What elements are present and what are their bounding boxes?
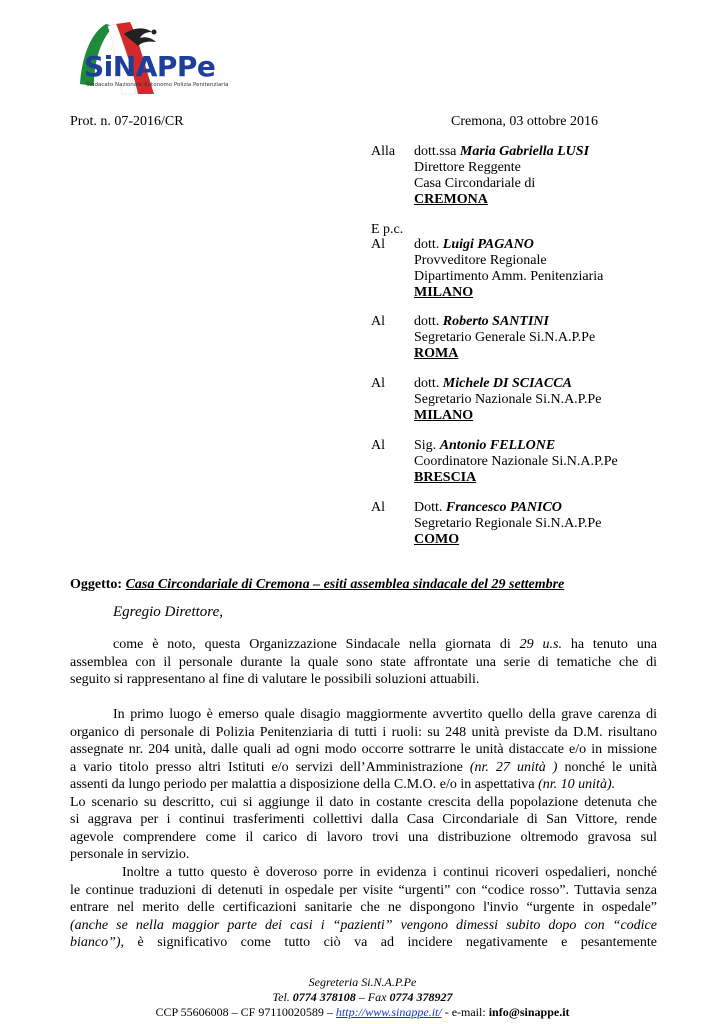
cc-label: E p.c. <box>371 222 404 237</box>
cc-name-line: dott. Michele DI SCIACCA <box>414 376 572 391</box>
paragraph-1 <box>70 636 657 689</box>
cc-name: Francesco PANICO <box>445 500 562 515</box>
cc-prefix: Al <box>371 314 385 329</box>
footer-office: Segreteria Si.N.A.P.Pe <box>308 975 417 989</box>
recipient-prefix: Alla <box>371 144 396 159</box>
cc-prefix: Al <box>371 500 385 515</box>
subject-line <box>70 577 564 593</box>
paragraph-line: Lo scenario su descritto, cui si aggiunge il dato in costante crescita della popolazione detenuta che <box>70 794 657 810</box>
cc-name-line: dott. Roberto SANTINI <box>414 314 549 329</box>
paragraph-3 <box>70 864 657 952</box>
website-link[interactable]: http://www.sinappe.it/ <box>335 1005 442 1019</box>
cc-office: Dipartimento Amm. Penitenziaria <box>414 269 604 284</box>
recipient-office: Casa Circondariale di <box>414 176 536 191</box>
footer-phone: Tel. 0774 378108 – Fax 0774 378927 <box>272 990 453 1004</box>
cc-role: Segretario Nazionale Si.N.A.P.Pe <box>414 392 602 407</box>
cc-name: Antonio FELLONE <box>439 438 556 453</box>
cc-name: Roberto SANTINI <box>442 314 549 329</box>
logo-tagline: Sindacato Nazionale Autonomo Polizia Penitenziaria <box>86 82 229 88</box>
paragraph-line: assemblea con il personale durante la quale sono state affrontate una serie di tematiche che di <box>70 654 657 670</box>
recipient-city: CREMONA <box>414 192 488 207</box>
cc-name: Michele DI SCIACCA <box>442 376 572 391</box>
cc-name-line: Sig. Antonio FELLONE <box>414 438 556 453</box>
salutation: Egregio Direttore, <box>113 604 223 620</box>
paragraph-line: In primo luogo è emerso quale disagio maggiormente avvertito quello della grave carenza di <box>113 707 657 722</box>
paragraph-line: Inoltre a tutto questo è doveroso porre in evidenza i continui ricoveri ospedalieri, nonché <box>122 865 657 880</box>
recipient-role: Direttore Reggente <box>414 160 521 175</box>
recipient-name-line: dott.ssa Maria Gabriella LUSI <box>414 144 590 159</box>
subject-text: Casa Circondariale di Cremona – esiti assemblea sindacale del 29 settembre <box>125 577 565 592</box>
cc-prefix: Al <box>371 237 385 252</box>
email-address[interactable]: info@sinappe.it <box>488 1005 570 1019</box>
paragraph-line: personale in servizio. <box>70 847 190 862</box>
cc-name: Luigi PAGANO <box>442 237 534 252</box>
footer-contacts: CCP 55606008 – CF 97110020589 – http://www.sinappe.it/ - e-mail: info@sinappe.it <box>155 1005 570 1019</box>
cc-city: COMO <box>414 532 460 547</box>
cc-role: Coordinatore Nazionale Si.N.A.P.Pe <box>414 454 618 469</box>
paragraph-line: seguito si rappresentano al fine di valutare le possibili soluzioni attuabili. <box>70 672 480 687</box>
paragraph-line: le continue traduzioni di detenuti in ospedale per visite “urgenti” con “codice rosso”. Tuttavia senza <box>70 882 657 898</box>
footer-tel: 0774 378108 <box>292 990 356 1004</box>
paragraph-line: organico di personale di Polizia Penitenziaria di tutti i ruoli: su 248 unità previste da D.M. risultano <box>70 724 657 740</box>
cc-role: Segretario Generale Si.N.A.P.Pe <box>414 330 596 345</box>
cc-name-line: Dott. Francesco PANICO <box>414 500 562 515</box>
cc-city: BRESCIA <box>414 470 477 485</box>
paragraph-line: si aggrava per i continui trasferimenti collettivi dalla Casa Circondariale di San Vittore, rende <box>70 812 657 827</box>
paragraph-line: entrare nel merito delle certificazioni sanitarie che ne dispongono l'invio “urgente in ospedale” <box>70 900 657 915</box>
recipient-name: Maria Gabriella LUSI <box>459 144 590 159</box>
logo-wordmark: SiNAPPe <box>84 50 216 83</box>
sinappe-logo <box>72 14 242 100</box>
paragraph-line: assenti da lungo periodo per malattia a disposizione della C.M.O. e/o in aspettativa (nr. 10 unità). <box>70 777 616 792</box>
cc-city: MILANO <box>414 408 474 423</box>
cc-city: ROMA <box>414 346 459 361</box>
paragraph-line: (anche se nella maggior parte dei casi i “pazienti” vengono dimessi subito dopo con “codice <box>70 917 657 933</box>
cc-role: Segretario Regionale Si.N.A.P.Pe <box>414 516 602 531</box>
cc-prefix: Al <box>371 376 385 391</box>
paragraph-2 <box>70 706 657 864</box>
cc-city: MILANO <box>414 285 474 300</box>
cc-prefix: Al <box>371 438 385 453</box>
paragraph-line: a vario titolo presso altri Istituti e/o servizi dell’Amministrazione (nr. 27 unità ) nonché le unità <box>70 759 657 775</box>
footer-fax: 0774 378927 <box>389 990 453 1004</box>
paragraph-line: assegnate nr. 204 unità, dalle quali ad ogni modo occorre sottrarre le unità distaccate e/o in missione <box>70 742 657 757</box>
cc-name-line: dott. Luigi PAGANO <box>414 237 534 252</box>
place-date: Cremona, 03 ottobre 2016 <box>451 114 598 129</box>
paragraph-line: come è noto, questa Organizzazione Sindacale nella giornata di 29 u.s. ha tenuto una <box>113 637 657 652</box>
subject-label: Oggetto: <box>70 577 126 592</box>
protocol-number: Prot. n. 07-2016/CR <box>70 114 184 129</box>
paragraph-line: agevole comprendere come il carico di lavoro trovi una distribuzione oltremodo gravosa sul <box>70 829 657 845</box>
paragraph-line: bianco”), è significativo come tutto ciò va ad incidere negativamente e pesantemente <box>70 935 657 950</box>
cc-role: Provveditore Regionale <box>414 253 547 268</box>
